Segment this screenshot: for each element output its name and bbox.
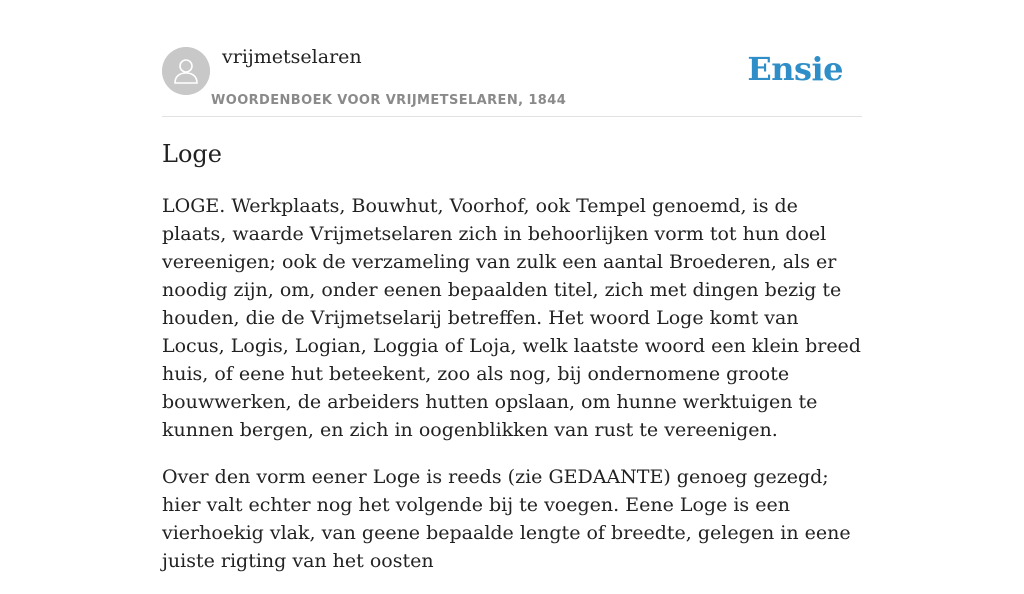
- article-title: Loge: [162, 140, 222, 168]
- article-body: [162, 192, 862, 594]
- paragraph: Over den vorm eener Loge is reeds (zie GEDAANTE) genoeg gezegd; hier valt echter nog het volgende bij te voegen. Eene Loge is een vierhoekig vlak, van geene bepaalde lengte of breedte, gelegen in eene juiste rigting van het oosten: [162, 466, 851, 572]
- source-subtitle: WOORDENBOEK VOOR VRIJMETSELAREN, 1844: [211, 93, 567, 108]
- user-placeholder-icon[interactable]: [162, 47, 210, 95]
- paragraph: LOGE. Werkplaats, Bouwhut, Voorhof, ook Tempel genoemd, is de plaats, waarde Vrijmetselaren zich in behoorlijken vorm tot hun doel vereenigen; ook de verzameling van zulk een aantal Broederen, als er noodig zijn, om, onder eenen bepaalden titel, zich met dingen bezig te houden, die de Vrijmetselarij betreffen. Het woord Loge komt van Locus, Logis, Logian, Loggia of Loja, welk laatste woord een klein breed huis, of eene hut beteekent, zoo als nog, bij ondernomene groote bouwwerken, de arbeiders hutten opslaan, om hunne werktuigen te kunnen bergen, en zich in oogenblikken van rust te vereenigen.: [162, 195, 861, 441]
- source-name-link[interactable]: vrijmetselaren: [222, 46, 362, 68]
- page-container: [162, 0, 862, 572]
- page-header: [162, 0, 862, 117]
- ensie-logo[interactable]: Ensie: [747, 50, 843, 88]
